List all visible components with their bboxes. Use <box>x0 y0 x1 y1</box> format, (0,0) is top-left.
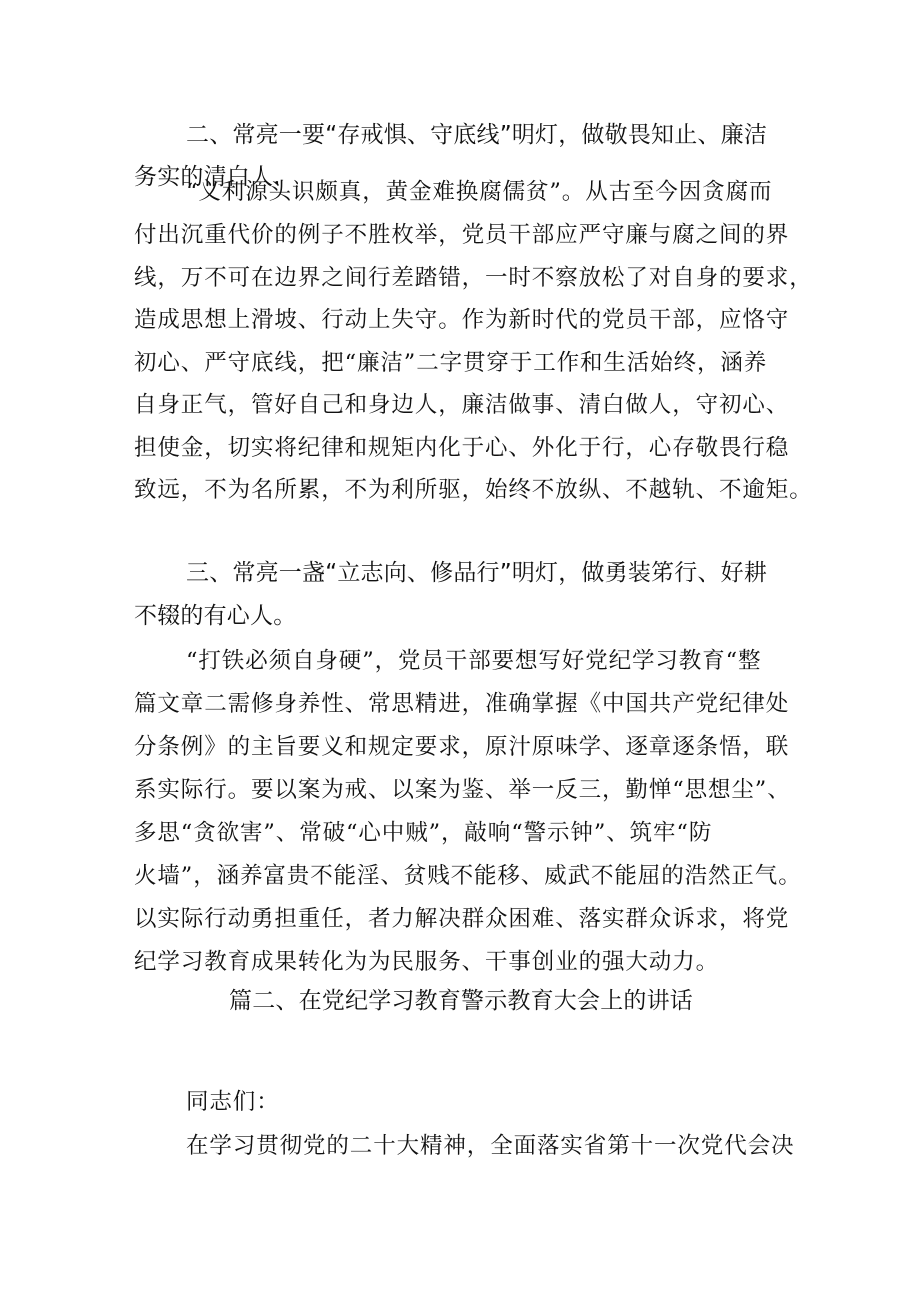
paragraph-line: 付出沉重代价的例子不胜枚举，党员干部应严守廉与腐之间的界 <box>134 222 790 248</box>
paragraph-line: 在学习贯彻党的二十大精神，全面落实省第十一次党代会决 <box>186 1133 795 1159</box>
paragraph-line: 纪学习教育成果转化为为民服务、干事创业的强大动力。 <box>134 949 720 975</box>
paragraph-line: 以实际行动勇担重任，者力解决群众困难、落实群众诉求，将党 <box>134 906 790 932</box>
document-title: 篇二、在党纪学习教育警示教育大会上的讲话 <box>229 988 693 1014</box>
salutation: 同志们： <box>186 1089 280 1115</box>
paragraph-line: 担使金，切实将纪律和规矩内化于心、外化于行，心存敬畏行稳 <box>134 435 790 461</box>
paragraph-line: 多思“贪欲害”、常破“心中贼”，敲响“警示钟”、筑牢“防 <box>134 820 713 846</box>
paragraph-line: 系实际行。要以案为戒、以案为鉴、举一反三，勤惮“思想尘”、 <box>134 777 791 803</box>
paragraph-line: 线，万不可在边界之间行差踏错，一时不察放松了对自身的要求， <box>134 265 813 291</box>
paragraph-line: 分条例》的主旨要义和规定要求，原汁原味学、逐章逐条悟，联 <box>134 734 790 760</box>
paragraph-line: 致远，不为名所累，不为利所驱，始终不放纵、不越轨、不逾矩。 <box>134 477 813 503</box>
paragraph-line: 火墙”，涵养富贵不能淫、贫贱不能移、威武不能屈的浩然正气。 <box>134 863 802 889</box>
paragraph-line: 初心、严守底线，把“廉洁”二字贯穿于工作和生活始终，涵养 <box>134 350 768 376</box>
section-heading: 二、常亮一要“存戒惧、守底线”明灯，做敬畏知止、廉洁 <box>186 122 768 148</box>
section-heading: 三、常亮一盏“立志向、修品行”明灯，做勇装笫行、好耕 <box>186 560 768 586</box>
paragraph-line: 自身正气，管好自己和身边人，廉洁做事、清白做人，守初心、 <box>134 392 790 418</box>
section-heading: 务实的清白人. <box>134 164 281 190</box>
paragraph-line: “义利源头识颇真，黄金难换腐儒贫”。从古至今因贪腐而 <box>186 179 773 205</box>
section-heading: 不辍的有心人。 <box>134 603 297 629</box>
paragraph-line: 篇文章二需修身养性、常思精进，准确掌握《中国共产党纪律处 <box>134 691 790 717</box>
paragraph-line: 造成思想上滑坡、行动上失守。作为新时代的党员干部，应恪守 <box>134 307 790 333</box>
paragraph-line: “打铁必须自身硬”，党员干部要想写好党纪学习教育“整 <box>186 648 762 674</box>
